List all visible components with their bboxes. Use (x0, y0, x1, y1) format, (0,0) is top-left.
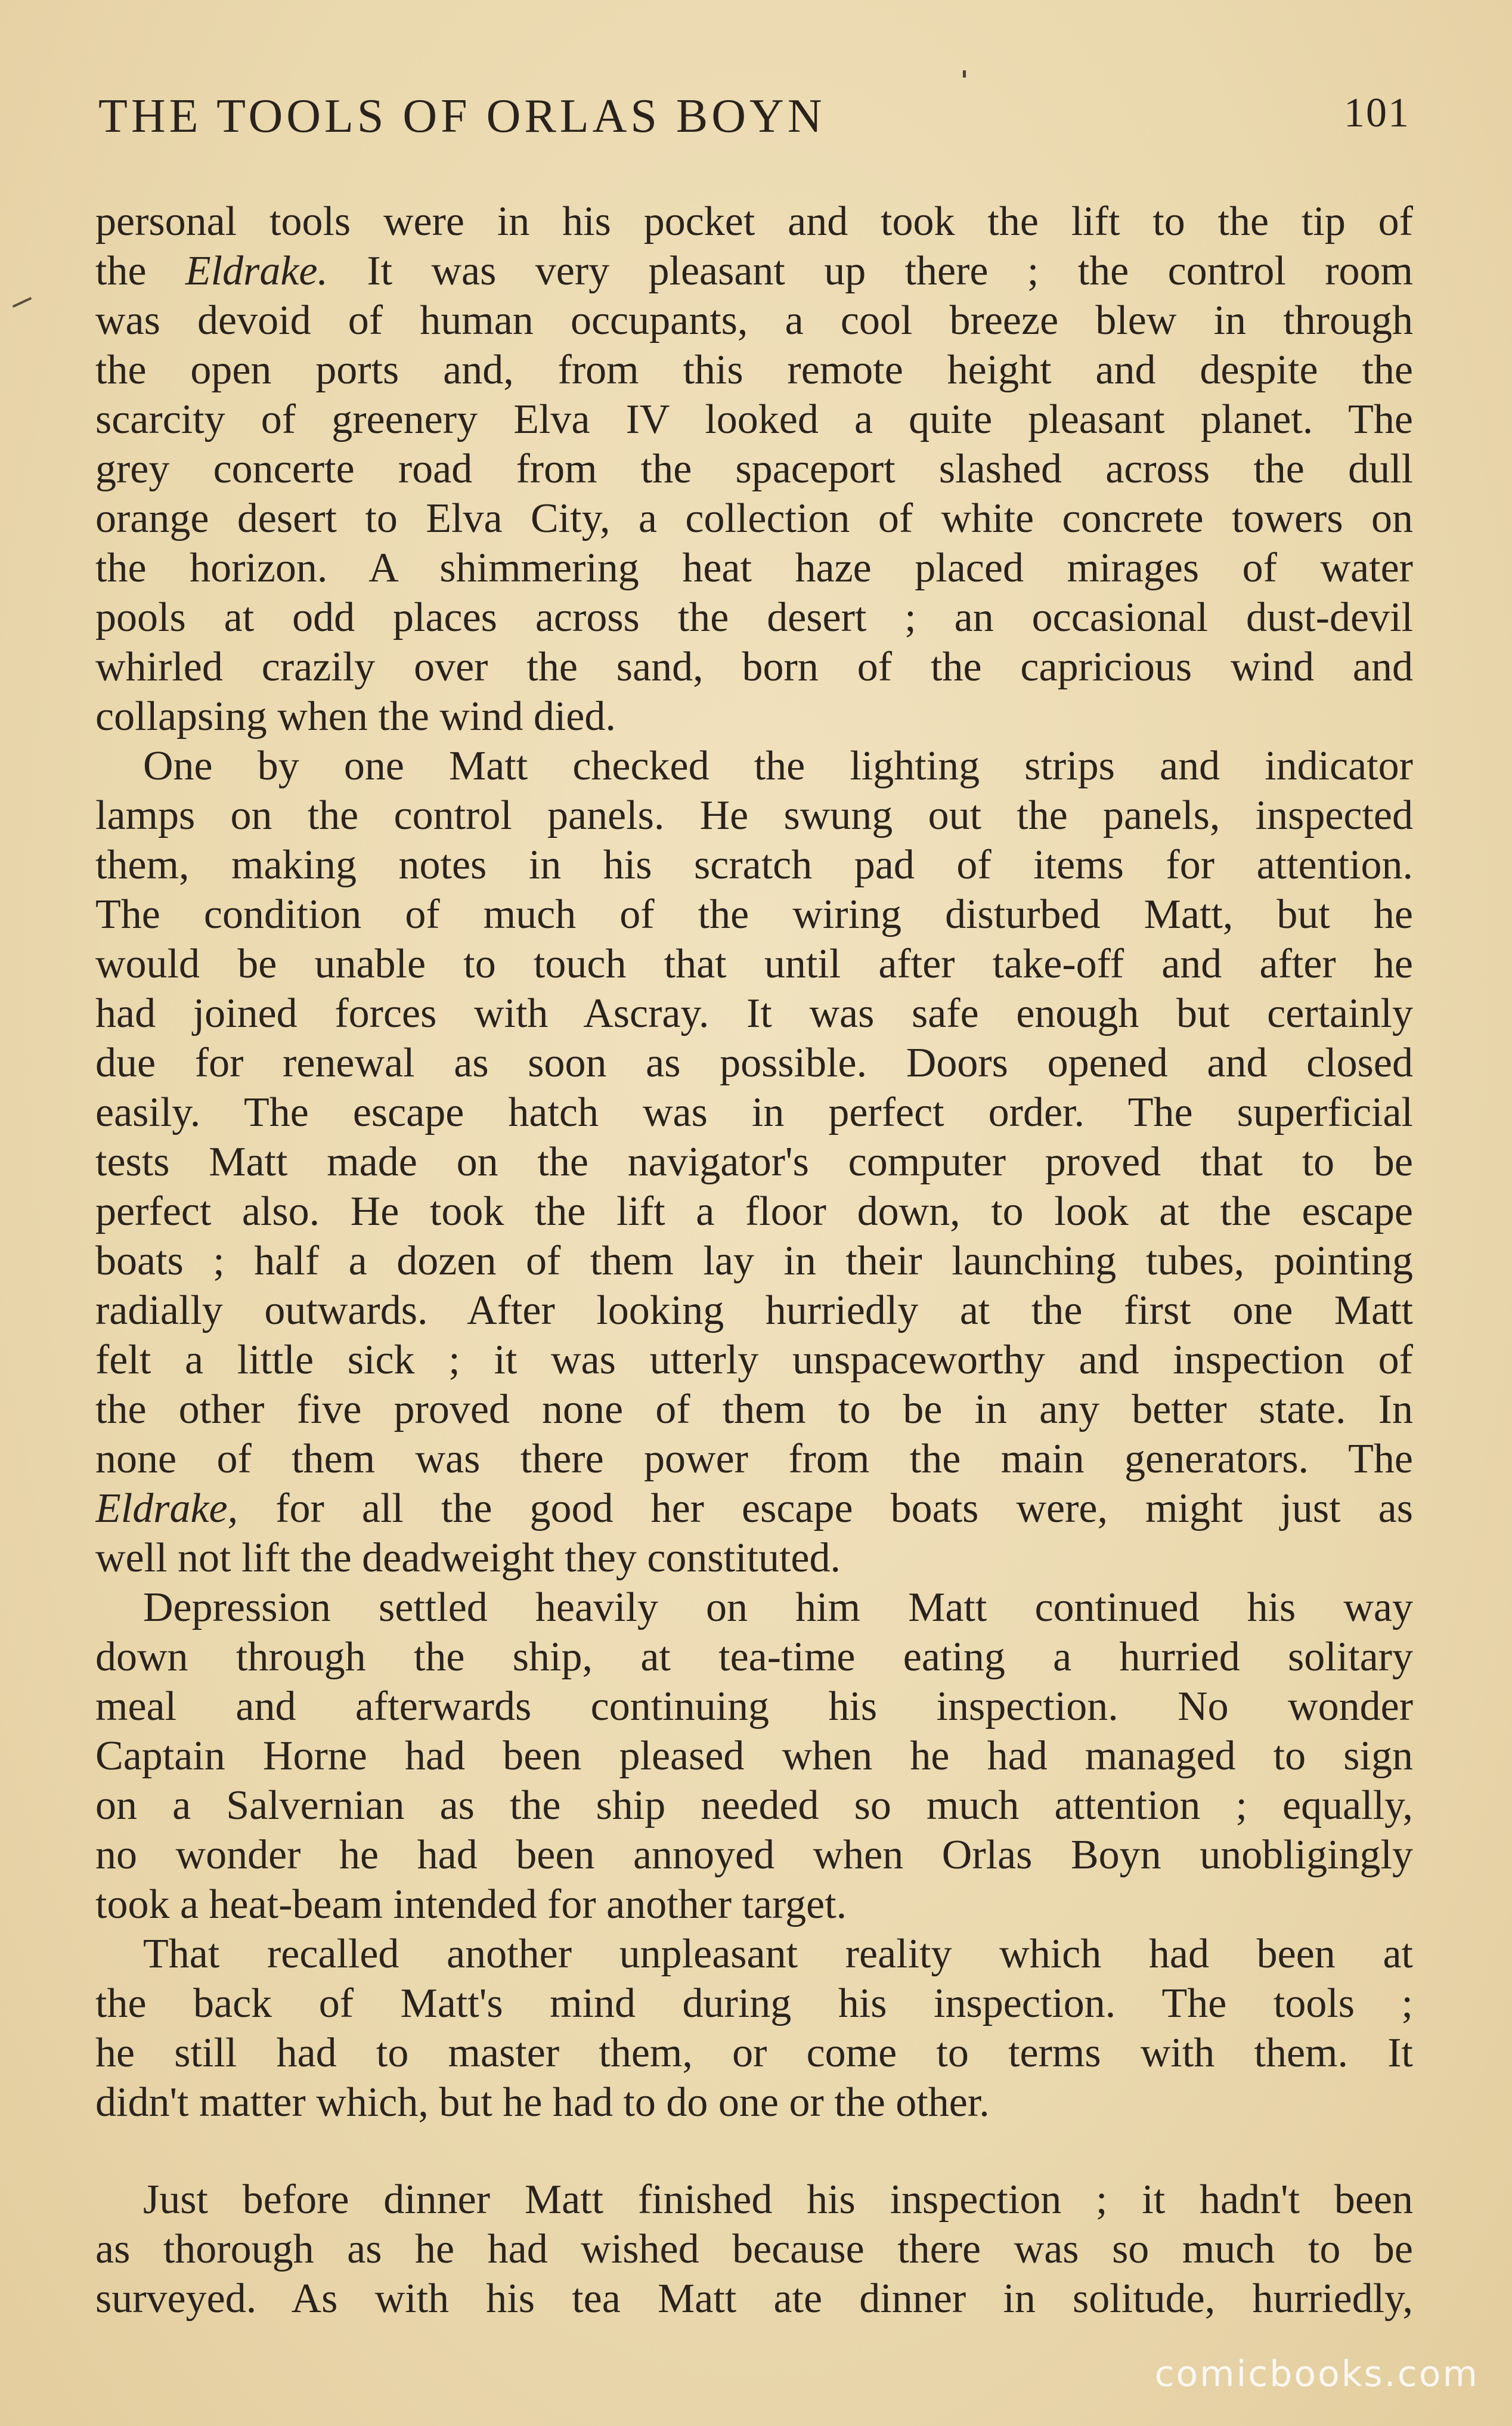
text-line: didn't matter which, but he had to do one or the other. (95, 2080, 990, 2125)
text-line: he still had to master them, or come to terms with them. It (95, 2030, 1413, 2076)
text-line: radially outwards. After looking hurriedly at the first one Matt (95, 1288, 1413, 1333)
text-line: took a heat-beam intended for another target. (95, 1882, 847, 1927)
text-line: scarcity of greenery Elva IV looked a quite pleasant planet. The (95, 397, 1413, 443)
text-line: due for renewal as soon as possible. Doors opened and closed (95, 1040, 1413, 1086)
text-line: personal tools were in his pocket and took the lift to the tip of (95, 199, 1413, 245)
text-line: Depression settled heavily on him Matt continued his way (143, 1585, 1413, 1630)
text-line: on a Salvernian as the ship needed so much attention ; equally, (95, 1783, 1413, 1828)
ink-speck (963, 70, 966, 78)
text-line: perfect also. He took the lift a floor down, to look at the escape (95, 1189, 1413, 1234)
page-header (98, 89, 1410, 155)
text-line: the open ports and, from this remote height and despite the (95, 347, 1413, 393)
text-line: The condition of much of the wiring disturbed Matt, but he (95, 892, 1413, 937)
ship-name: Eldrake, (95, 1486, 238, 1531)
text-line: boats ; half a dozen of them lay in their launching tubes, pointing (95, 1238, 1413, 1284)
text-line: felt a little sick ; it was utterly unspaceworthy and inspection of (95, 1337, 1413, 1383)
text-line: One by one Matt checked the lighting strips and indicator (143, 743, 1413, 789)
text-line: meal and afterwards continuing his inspection. No wonder (95, 1684, 1413, 1729)
text-line: collapsing when the wind died. (95, 694, 616, 739)
text-line: That recalled another unpleasant reality which had been at (143, 1931, 1413, 1977)
text-line (95, 246, 1413, 296)
margin-mark (13, 297, 32, 308)
text-line: had joined forces with Ascray. It was safe enough but certainly (95, 991, 1413, 1036)
text-line: down through the ship, at tea-time eating a hurried solitary (95, 1634, 1413, 1680)
text-line: orange desert to Elva City, a collection of white concrete towers on (95, 496, 1413, 541)
running-title: THE TOOLS OF ORLAS BOYN (98, 90, 826, 143)
text-line: as thorough as he had wished because there was so much to be (95, 2226, 1413, 2272)
text-fragment: It was very pleasant up there ; the control room (328, 248, 1413, 294)
text-line: grey concerte road from the spaceport slashed across the dull (95, 446, 1413, 492)
text-line: Captain Horne had been pleased when he had managed to sign (95, 1733, 1413, 1779)
text-line: would be unable to touch that until after take-off and after he (95, 941, 1413, 987)
text-line: Just before dinner Matt finished his inspection ; it hadn't been (143, 2177, 1413, 2223)
text-line: pools at odd places across the desert ; an occasional dust-devil (95, 595, 1413, 640)
section-break (95, 2127, 1413, 2175)
text-line: was devoid of human occupants, a cool breeze blew in through (95, 298, 1413, 344)
text-line: surveyed. As with his tea Matt ate dinner in solitude, hurriedly, (95, 2276, 1413, 2322)
text-fragment: the (95, 248, 185, 294)
page-number: 101 (1344, 90, 1410, 136)
text-line (95, 1484, 1413, 1533)
text-line: well not lift the deadweight they constituted. (95, 1535, 841, 1581)
text-line: the back of Matt's mind during his inspection. The tools ; (95, 1981, 1413, 2026)
text-line: whirled crazily over the sand, born of the capricious wind and (95, 644, 1413, 690)
text-line: no wonder he had been annoyed when Orlas Boyn unobligingly (95, 1832, 1413, 1878)
text-line: the horizon. A shimmering heat haze placed mirages of water (95, 545, 1413, 591)
text-line: easily. The escape hatch was in perfect order. The superficial (95, 1090, 1413, 1135)
watermark: comicbooks.com (1154, 2353, 1479, 2395)
ship-name: Eldrake. (185, 248, 328, 294)
text-line: them, making notes in his scratch pad of items for attention. (95, 842, 1413, 888)
text-line: the other five proved none of them to be in any better state. In (95, 1387, 1413, 1432)
text-line: tests Matt made on the navigator's computer proved that to be (95, 1139, 1413, 1185)
text-fragment: for all the good her escape boats were, might just as (238, 1486, 1413, 1531)
text-line: none of them was there power from the main generators. The (95, 1436, 1413, 1482)
body-text (95, 197, 1413, 2323)
text-line: lamps on the control panels. He swung out the panels, inspected (95, 793, 1413, 838)
